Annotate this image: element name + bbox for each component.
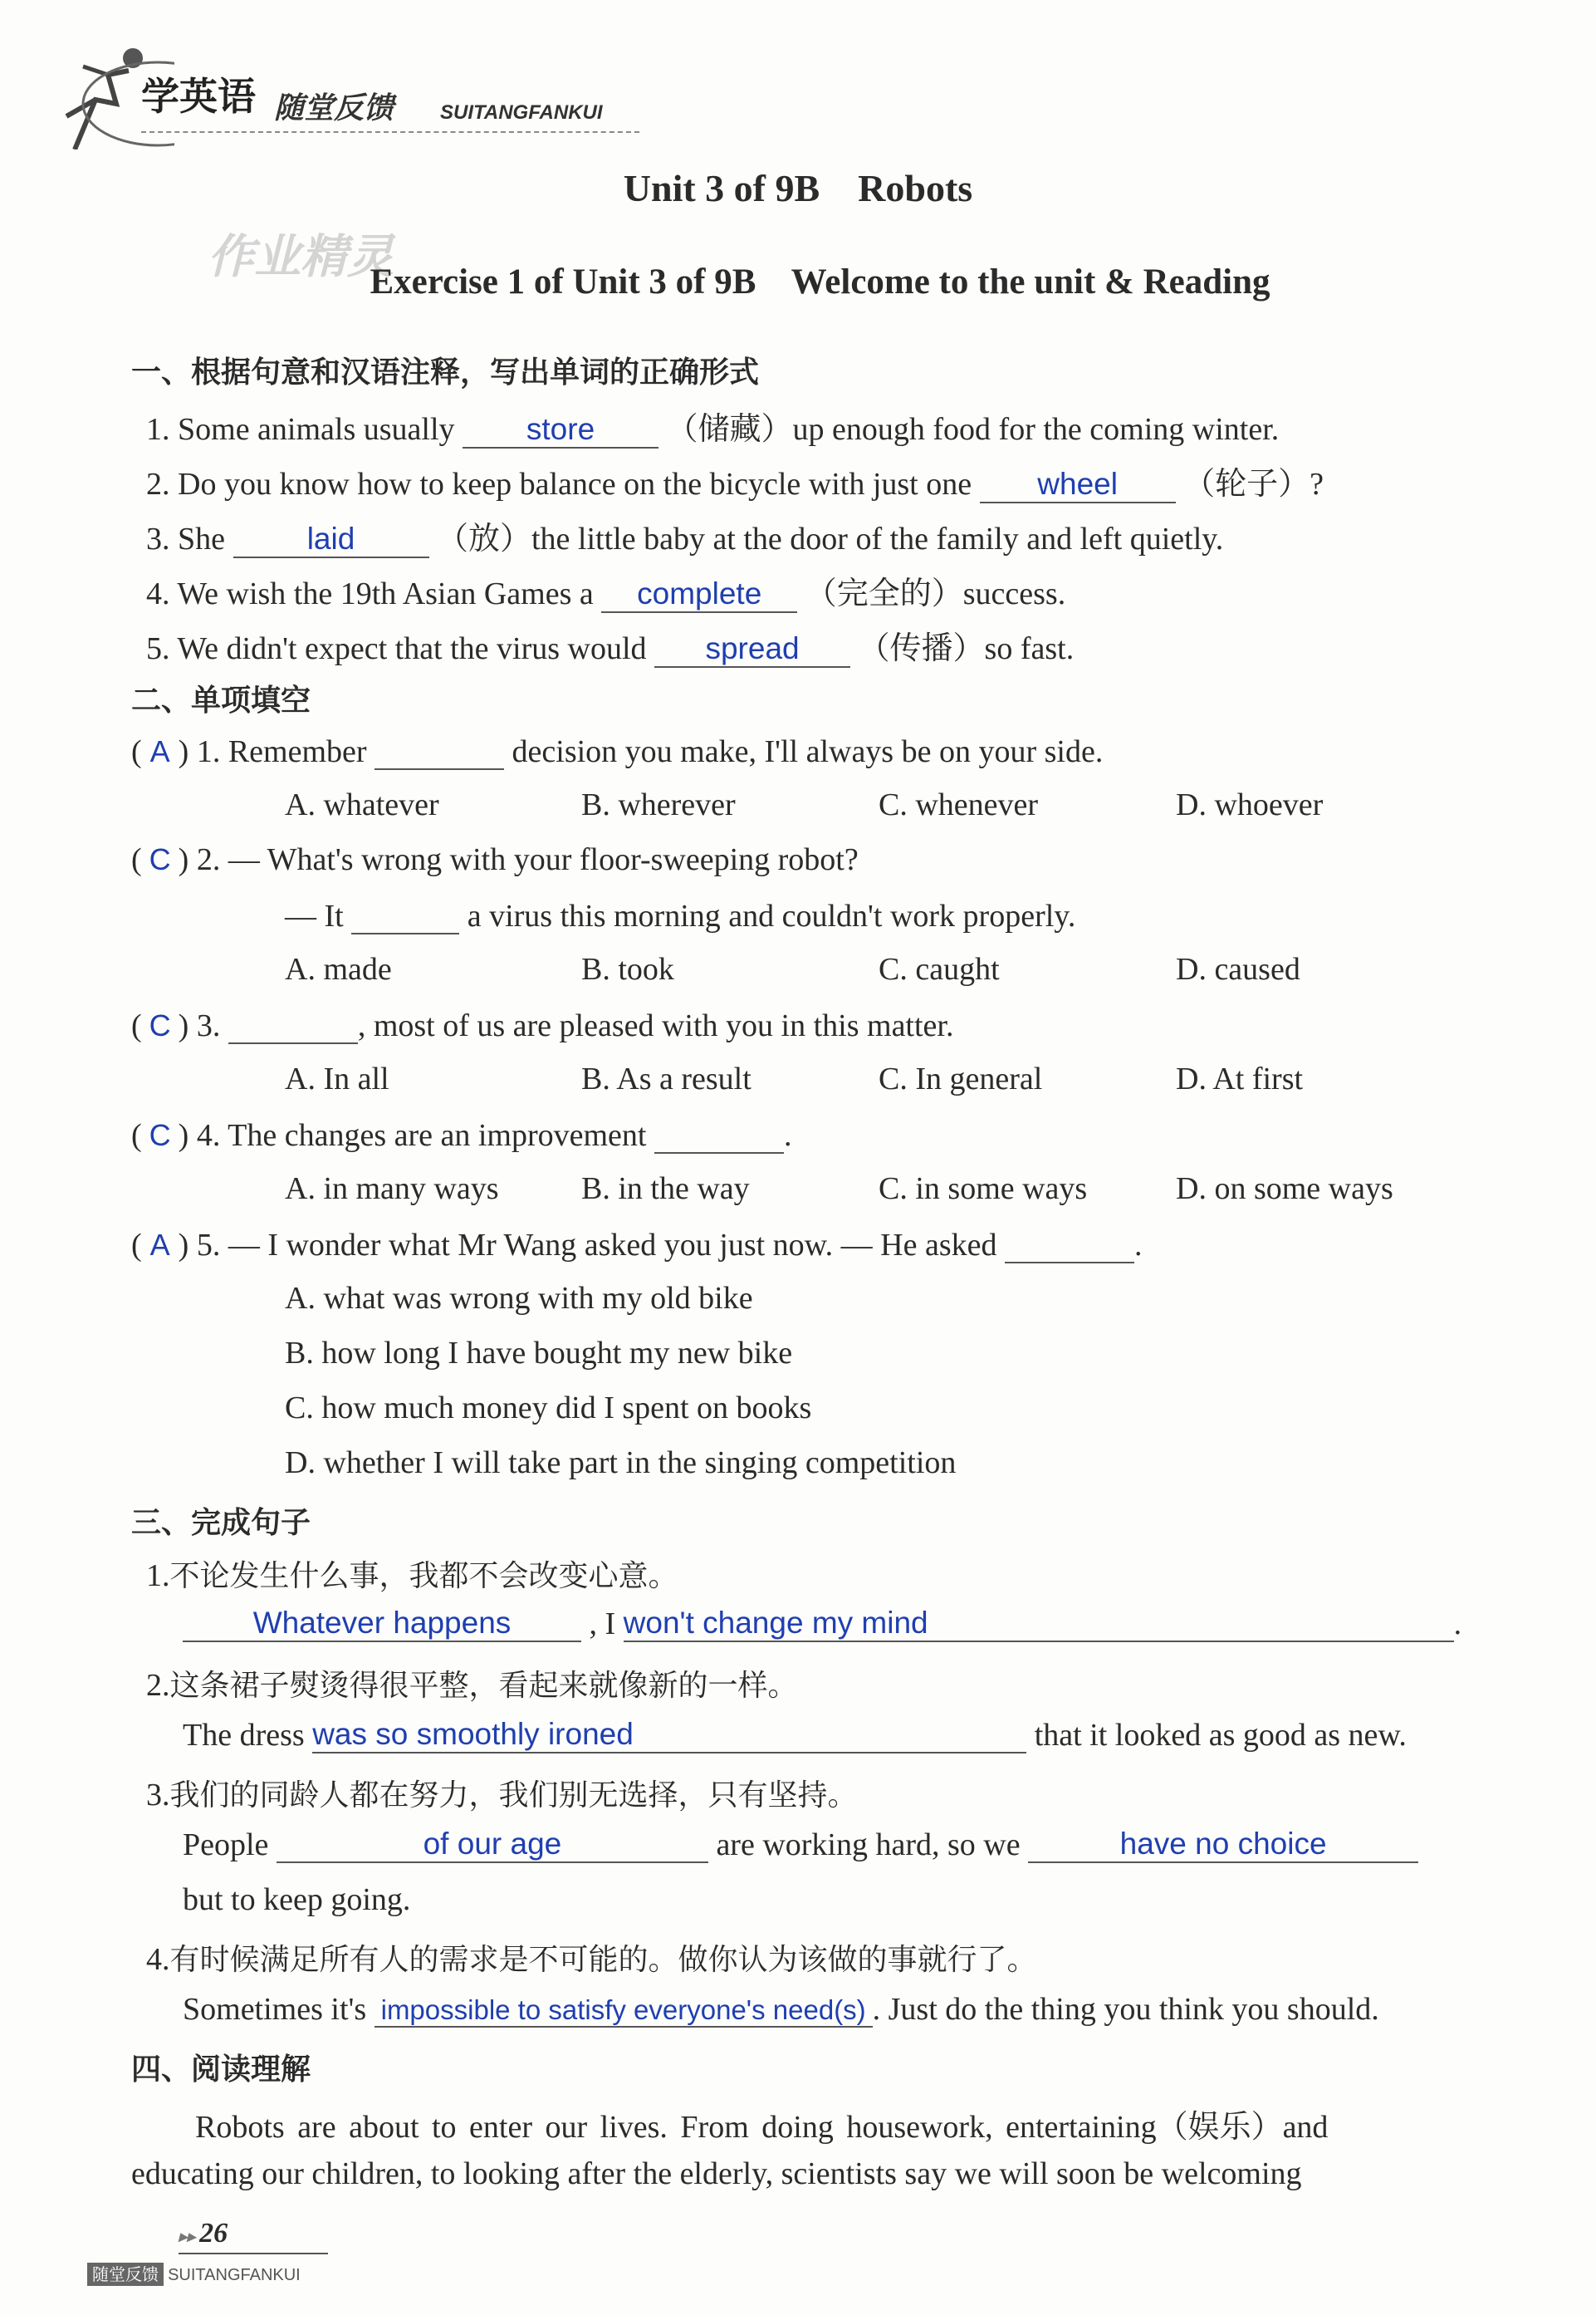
s3-item-3-cn: 3.我们的同龄人都在努力，我们别无选择，只有坚持。 xyxy=(146,1778,858,1812)
reading-line-1: Robots are about to enter our lives. From doing housework, entertaining（娱乐）and xyxy=(195,2110,1329,2145)
mc-option[interactable]: C. whenever xyxy=(879,787,1039,822)
brand-subtitle: 随堂反馈 xyxy=(274,91,394,125)
header-logo xyxy=(50,25,648,150)
mc-question-2-line2: — It a virus this morning and couldn't work properly. xyxy=(285,896,1075,934)
mc-option[interactable]: A. whatever xyxy=(285,787,439,822)
mc-option[interactable]: C. in some ways xyxy=(879,1171,1088,1206)
s1-item-2: 2. Do you know how to keep balance on the bicycle with just one wheel （轮子）? xyxy=(146,467,1324,502)
mc-option[interactable]: A. what was wrong with my old bike xyxy=(285,1281,753,1316)
answer-blank[interactable]: store xyxy=(463,412,658,449)
mc-question-4: ( C ) 4. The changes are an improvement . xyxy=(131,1116,791,1154)
mc-option[interactable]: B. how long I have bought my new bike xyxy=(285,1336,793,1371)
mc-answer[interactable]: C xyxy=(149,842,171,876)
answer-blank[interactable]: was so smoothly ironed xyxy=(312,1717,1026,1753)
mc-option[interactable]: B. in the way xyxy=(581,1171,750,1206)
mc-question-1: ( A ) 1. Remember decision you make, I'll always be on your side. xyxy=(131,732,1103,770)
answer-blank[interactable]: spread xyxy=(654,631,850,668)
mc-answer[interactable]: A xyxy=(149,1228,170,1262)
section2-heading: 二、单项填空 xyxy=(131,684,311,718)
section3-heading: 三、完成句子 xyxy=(131,1506,311,1540)
s3-item-2-en: The dress was so smoothly ironed that it looked as good as new. xyxy=(183,1717,1407,1753)
watermark: 作业精灵 xyxy=(208,230,394,284)
answer-blank[interactable]: complete xyxy=(601,576,797,613)
mc-option[interactable]: D. on some ways xyxy=(1176,1171,1393,1206)
mc-option[interactable]: A. In all xyxy=(285,1062,389,1096)
section4-heading: 四、阅读理解 xyxy=(131,2053,311,2087)
mc-option[interactable]: A. in many ways xyxy=(285,1171,499,1206)
s3-item-4-cn: 4.有时候满足所有人的需求是不可能的。做你认为该做的事就行了。 xyxy=(146,1942,1037,1977)
answer-blank[interactable]: won't change my mind xyxy=(624,1606,1454,1642)
mc-answer[interactable]: C xyxy=(149,1008,171,1042)
mc-option[interactable]: A. made xyxy=(285,952,392,987)
mc-option[interactable]: C. caught xyxy=(879,952,1000,987)
mc-option[interactable]: B. took xyxy=(581,952,674,987)
section1-heading: 一、根据句意和汉语注释，写出单词的正确形式 xyxy=(131,356,760,390)
s1-item-5: 5. We didn't expect that the virus would spread （传播）so fast. xyxy=(146,631,1075,666)
s1-item-4: 4. We wish the 19th Asian Games a complete （完全的）success. xyxy=(146,576,1066,611)
brand-title: 学英语 xyxy=(141,74,256,119)
page-title: Unit 3 of 9B Robots xyxy=(623,167,973,209)
mc-option[interactable]: D. caused xyxy=(1176,952,1300,987)
s3-item-1-cn: 1.不论发生什么事，我都不会改变心意。 xyxy=(146,1558,678,1593)
mc-option[interactable]: D. At first xyxy=(1176,1062,1304,1096)
page-number: ▸▸ 26 xyxy=(179,2218,228,2249)
s3-item-1-en: Whatever happens , I won't change my mind . xyxy=(183,1606,1461,1642)
s1-item-1: 1. Some animals usually store （储藏）up enough food for the coming winter. xyxy=(146,412,1280,447)
s3-item-2-cn: 2.这条裙子熨烫得很平整，看起来就像新的一样。 xyxy=(146,1668,798,1703)
brand-pinyin: SUITANGFANKUI xyxy=(440,101,603,124)
answer-blank[interactable]: Whatever happens xyxy=(183,1606,581,1642)
s1-item-3: 3. She laid （放）the little baby at the door of the family and left quietly. xyxy=(146,522,1224,557)
mc-question-3: ( C ) 3. , most of us are pleased with you in this matter. xyxy=(131,1006,953,1044)
answer-blank[interactable]: impossible to satisfy everyone's need(s) xyxy=(375,1994,873,2028)
mc-answer[interactable]: A xyxy=(149,734,170,768)
mc-option[interactable]: D. whether I will take part in the singing competition xyxy=(285,1445,957,1480)
answer-blank[interactable]: of our age xyxy=(277,1827,708,1863)
s3-item-4-en: Sometimes it's impossible to satisfy everyone's need(s) . Just do the thing you think you should. xyxy=(183,1992,1379,2027)
s3-item-3-en: People of our age are working hard, so we have no choice xyxy=(183,1827,1418,1863)
mc-question-5: ( A ) 5. — I wonder what Mr Wang asked you just now. — He asked . xyxy=(131,1225,1142,1263)
answer-blank[interactable]: wheel xyxy=(980,467,1176,503)
s3-item-3-line2: but to keep going. xyxy=(183,1882,411,1917)
header-rule xyxy=(141,131,639,133)
footer-rule xyxy=(179,2253,328,2254)
mc-question-2: ( C ) 2. — What's wrong with your floor-sweeping robot? xyxy=(131,842,859,877)
mc-option[interactable]: C. In general xyxy=(879,1062,1043,1096)
answer-blank[interactable]: have no choice xyxy=(1028,1827,1418,1863)
mc-option[interactable]: B. As a result xyxy=(581,1062,751,1096)
mc-option[interactable]: D. whoever xyxy=(1176,787,1324,822)
footer-label: 随堂反馈 SUITANGFANKUI xyxy=(87,2261,301,2285)
arrow-icon: ▸▸ xyxy=(179,2228,200,2246)
page-subtitle: Exercise 1 of Unit 3 of 9B Welcome to the unit & Reading xyxy=(370,262,1270,302)
mc-answer[interactable]: C xyxy=(149,1118,171,1152)
reading-line-2: educating our children, to looking after the elderly, scientists say we will soon be welcoming xyxy=(131,2156,1302,2191)
answer-blank[interactable]: laid xyxy=(233,522,429,558)
mc-option[interactable]: B. wherever xyxy=(581,787,736,822)
mc-option[interactable]: C. how much money did I spent on books xyxy=(285,1390,812,1425)
